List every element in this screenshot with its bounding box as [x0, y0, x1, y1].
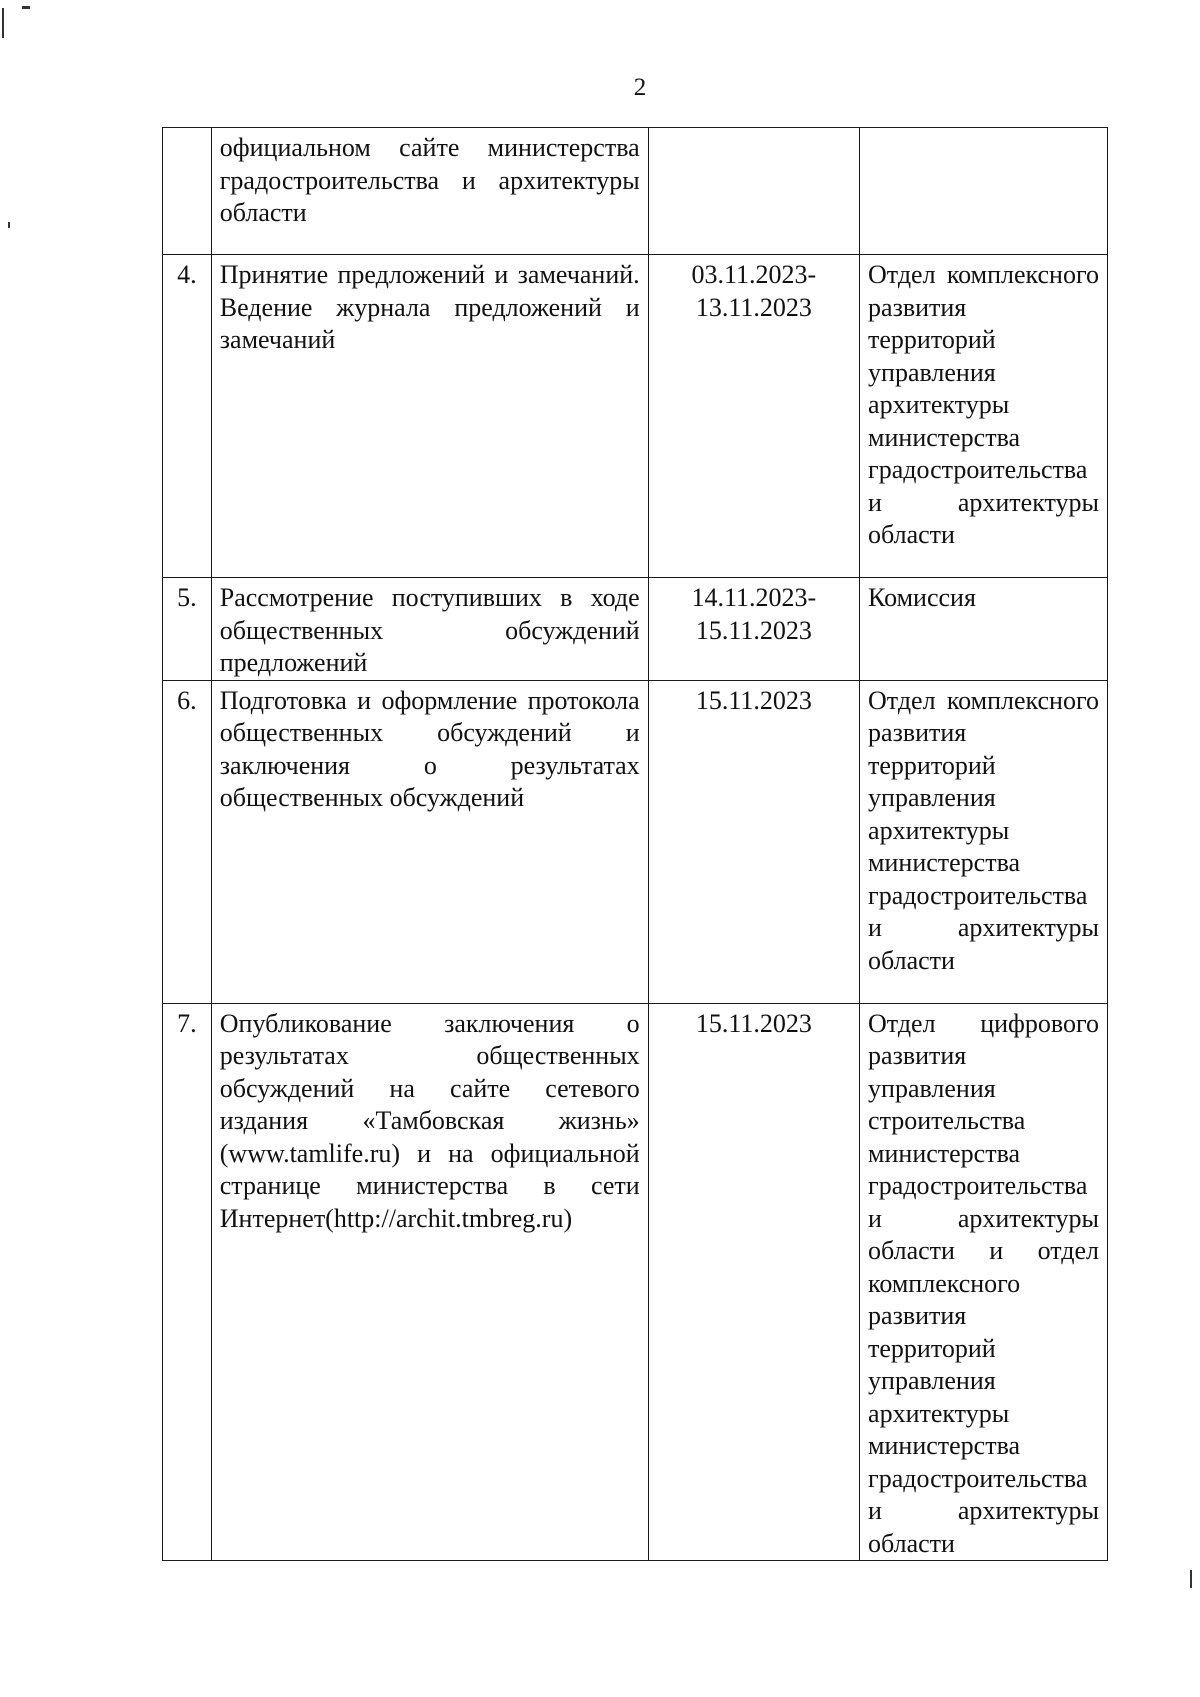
table-row — [163, 1003, 1108, 1561]
date-cell — [648, 1003, 859, 1561]
row-number-cell — [163, 128, 212, 255]
responsible-cell — [860, 128, 1108, 255]
responsible-cell — [860, 680, 1108, 1003]
event-cell — [211, 255, 648, 578]
scan-edge-mark — [22, 6, 30, 9]
responsible-text: Комиссия — [868, 583, 976, 612]
row-number-cell: 7. — [163, 1003, 212, 1561]
row-number-cell: 4. — [163, 255, 212, 578]
date-text: 15.11.2023 — [695, 685, 812, 715]
table-row — [163, 578, 1108, 681]
responsible-cell — [860, 1003, 1108, 1561]
event-cell — [211, 578, 648, 681]
event-cell — [211, 1003, 648, 1561]
event-cell — [211, 128, 648, 255]
responsible-text: Отдел цифрового развития управления строительства министерства градостроительства и архитектуры области и отдел комплексного развития территорий управления архитектуры министерства градостроительства и архитектуры области — [868, 1008, 1099, 1558]
scan-edge-mark — [8, 222, 10, 228]
responsible-text: Отдел комплексного развития территорий управления архитектуры министерства градостроительства и архитектуры области — [868, 260, 1099, 549]
event-text: Рассмотрение поступивших в ходе общественных обсуждений предложений — [219, 583, 640, 677]
table-row — [163, 255, 1108, 578]
scan-edge-mark — [1190, 1570, 1192, 1588]
responsible-cell — [860, 578, 1108, 681]
date-text: 15.11.2023 — [695, 1008, 812, 1038]
page-number: 2 — [633, 74, 647, 101]
event-text: Опубликование заключения о результатах общественных обсуждений на сайте сетевого издания «Тамбовская жизнь» (www.tamlife.ru) и на официальной странице министерства в сети Интернет(http://archit.tmbreg.ru) — [219, 1008, 640, 1233]
table-row — [163, 680, 1108, 1003]
date-text: 14.11.2023- 15.11.2023 — [691, 583, 817, 645]
row-number-cell: 5. — [163, 578, 212, 681]
event-cell — [211, 680, 648, 1003]
event-text: официальном сайте министерства градостроительства и архитектуры области — [219, 133, 640, 227]
event-text: Принятие предложений и замечаний. Ведение журнала предложений и замечаний — [219, 260, 640, 354]
date-cell — [648, 128, 859, 255]
responsible-text: Отдел комплексного развития территорий управления архитектуры министерства градостроительства и архитектуры области — [868, 685, 1099, 975]
date-cell — [648, 255, 859, 578]
date-cell — [648, 578, 859, 681]
responsible-cell — [860, 255, 1108, 578]
date-text: 03.11.2023- 13.11.2023 — [691, 260, 817, 322]
date-cell — [648, 680, 859, 1003]
row-number-cell: 6. — [163, 680, 212, 1003]
table-row — [163, 128, 1108, 255]
schedule-table — [162, 127, 1108, 1561]
event-text: Подготовка и оформление протокола общественных обсуждений и заключения о результатах общественных обсуждений — [219, 685, 640, 812]
scan-edge-mark — [2, 8, 4, 38]
